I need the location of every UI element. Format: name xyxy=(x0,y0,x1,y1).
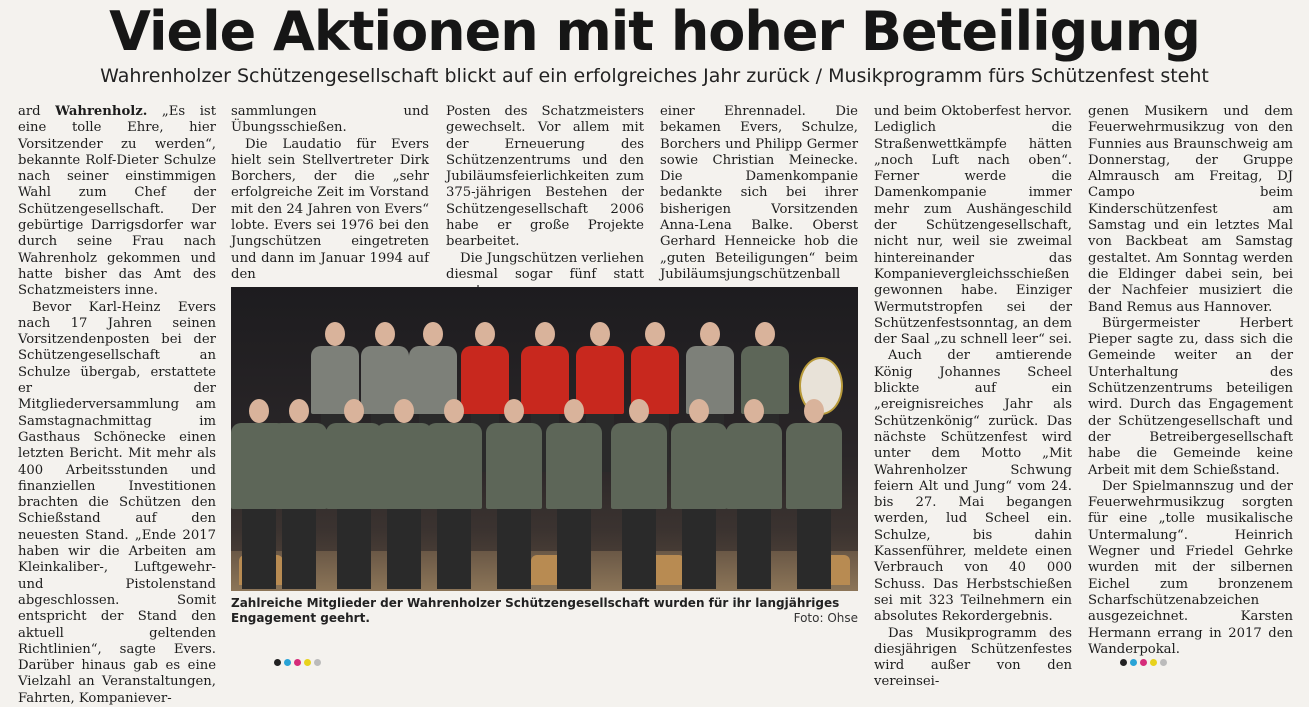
person-figure xyxy=(376,399,432,589)
person-figure xyxy=(671,399,727,589)
paragraph: Bürgermeister Herbert Pieper sagte zu, dass sich die Gemeinde weiter an der Unterhaltung des Schützenzentrums beteiligen wird. Durch das Engagement der Schützengesellschaft und der Betreibergesellschaft habe die Gemeinde keine Arbeit mit dem Schießstand. xyxy=(1088,315,1293,478)
person-figure xyxy=(726,399,782,589)
person-figure xyxy=(546,399,602,589)
paragraph: Bevor Karl-Heinz Evers nach 17 Jahren seinen Vorsitzendenposten bei der Schützengesellschaft an Schulze übergab, erstattete er der Mitgliederversammlung am Samstagnachmittag im Gasthaus Schönecke einen letzten Bericht. Mit mehr als 400 Arbeitsstunden und finanziellen Investitionen brachten die Schützen den Schießstand auf den neuesten Stand. „Ende 2017 haben wir die Arbeiten am Kleinkaliber-, Luftgewehr- und Pistolenstand abgeschlossen. Somit entspricht der Stand den aktuell geltenden Richtlinien“, sagte Evers. Darüber hinaus gab es eine Vielzahl an Veranstaltungen, Fahrten, Kompaniever- xyxy=(18,299,216,706)
photo-caption: Zahlreiche Mitglieder der Wahrenholzer Schützengesellschaft wurden für ihr langjähriges Engagement geehrt. xyxy=(231,596,840,625)
article-column-1 xyxy=(18,104,216,707)
print-color-marks xyxy=(1120,651,1170,658)
paragraph: Das Musikprogramm des diesjährigen Schützenfestes wird außer von den vereinsei- xyxy=(874,625,1072,690)
article-column-4 xyxy=(660,104,858,283)
article-column-3 xyxy=(446,104,644,300)
person-figure xyxy=(611,399,667,589)
paragraph: Posten des Schatzmeisters gewechselt. Vor allem mit der Erneuerung des Schützenzentrums und den Jubiläumsfeierlichkeiten zum 375-jährigen Bestehen der Schützengesellschaft 2006 habe er große Projekte bearbeitet. xyxy=(446,104,644,250)
paragraph: und beim Oktoberfest hervor. Lediglich die Straßenwettkämpfe hätten „noch Luft nach oben“. Ferner werde die Damenkompanie immer mehr zum Aushängeschild der Schützengesellschaft, nicht nur, weil sie zweimal hintereinander das Kompanievergleichsschießen gewonnen habe. Einziger Wermutstropfen sei der Schützenfestsonntag, an dem der Saal „zu schnell leer“ sei. xyxy=(874,104,1072,348)
group-photo xyxy=(231,287,858,591)
headline: Viele Aktionen mit hoher Beteiligung xyxy=(109,0,1200,63)
paragraph: „Es ist eine tolle Ehre, hier Vorsitzender zu werden“, bekannte Rolf-Dieter Schulze nach seiner einstimmigen Wahl zum Chef der Schützengesellschaft. Der gebürtige Darrigsdorfer war durch seine Frau nach Wahrenholz gekommen und hatte bisher das Amt des Schatzmeisters inne. xyxy=(18,104,216,299)
subheadline: Wahrenholzer Schützengesellschaft blickt auf ein erfolgreiches Jahr zurück / Musikprogramm fürs Schützenfest steht xyxy=(100,65,1209,87)
person-figure xyxy=(426,399,482,589)
photo-credit: Foto: Ohse xyxy=(793,611,858,625)
print-color-marks xyxy=(274,651,324,658)
paragraph: genen Musikern und dem Feuerwehrmusikzug von den Funnies aus Braunschweig am Donnerstag, der Gruppe Almrausch am Freitag, DJ Campo beim Kinderschützenfest am Samstag und ein letztes Mal von Backbeat am Samstag gestaltet. Am Sonntag werden die Eldinger dabei sein, bei der Nachfeier musiziert die Band Remus aus Hannover. xyxy=(1088,104,1293,315)
article-column-2 xyxy=(231,104,429,283)
person-figure xyxy=(326,399,382,589)
paragraph: einer Ehrennadel. Die bekamen Evers, Schulze, Borchers und Philipp Germer sowie Christian Meinecke. Die Damenkompanie bedankte sich bei ihrer bisherigen Vorsitzenden Anna-Lena Balke. Oberst Gerhard Henneicke hob die „guten Beteiligungen“ beim Jubiläumsjungschützenball xyxy=(660,104,858,282)
article-column-5 xyxy=(874,104,1072,691)
paragraph: Auch der amtierende König Johannes Scheel blickte auf ein „ereignisreiches Jahr als Schützenkönig“ zurück. Das nächste Schützenfest wird unter dem Motto „Mit Wahrenholzer Schwung feiern Alt und Jung“ vom 24. bis 27. Mai begangen werden, lud Scheel ein. Schulze, bis dahin Kassenführer, meldete einen Verbrauch von 40 000 Schuss. Das Herbstschießen sei mit 323 Teilnehmern ein absolutes Rekordergebnis. xyxy=(874,348,1072,625)
person-figure xyxy=(271,399,327,589)
dateline-place: Wahrenholz. xyxy=(55,104,148,119)
paragraph: Die Jungschützen verliehen diesmal sogar fünf statt xyxy=(446,250,644,282)
author-initials: ard xyxy=(18,104,56,119)
article-column-6 xyxy=(1088,104,1293,658)
person-figure xyxy=(786,399,842,589)
paragraph: Der Spielmannszug und der Feuerwehrmusikzug sorgten für eine „tolle musikalische Untermalung“. Heinrich Wegner und Friedel Gehrke wurden mit der silbernen Eichel zum bronzenem Scharfschützenabzeichen ausgezeichnet. Karsten Hermann errang in 2017 den Wanderpokal. xyxy=(1088,478,1293,657)
paragraph: Die Laudatio für Evers hielt sein Stellvertreter Dirk Borchers, der die „sehr erfolgreiche Zeit im Vorstand mit den 24 Jahren von Evers“ lobte. Evers sei 1976 bei den Jungschützen eingetreten und dann im Januar 1994 auf den xyxy=(231,136,429,282)
person-figure xyxy=(486,399,542,589)
paragraph: sammlungen und Übungsschießen. xyxy=(231,104,429,136)
